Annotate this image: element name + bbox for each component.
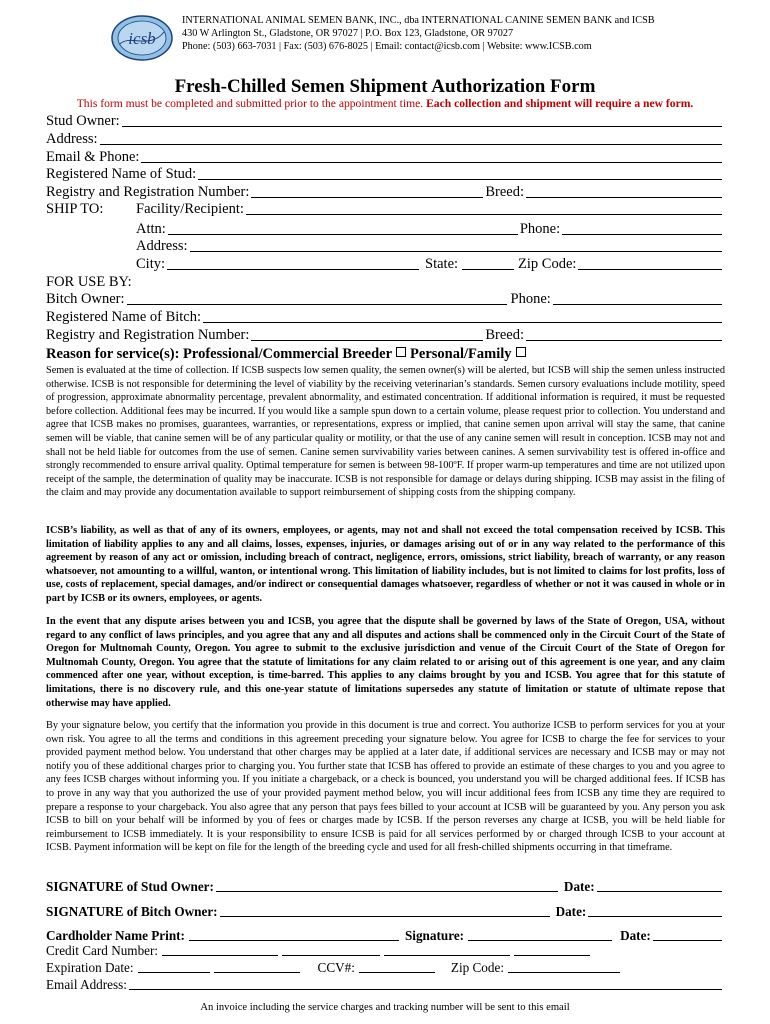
card-number-field-3[interactable]	[384, 955, 510, 956]
stud-date-label: Date:	[563, 879, 595, 894]
expiration-label: Expiration Date:	[46, 960, 134, 975]
stud-signature-label: SIGNATURE of Stud Owner:	[46, 879, 214, 894]
breed2-label: Breed:	[485, 327, 525, 343]
facility-label: Facility/Recipient:	[136, 201, 244, 217]
payment-zip-field[interactable]	[508, 972, 620, 973]
stud-signature-field[interactable]	[216, 891, 558, 892]
reg-name-bitch-label: Registered Name of Bitch:	[46, 309, 202, 325]
attn-field[interactable]	[168, 234, 518, 235]
bitch-phone-field[interactable]	[553, 304, 722, 305]
bitch-phone-label: Phone:	[510, 291, 551, 307]
registry-row	[46, 183, 724, 201]
company-name: INTERNATIONAL ANIMAL SEMEN BANK, INC., dba INTERNATIONAL CANINE SEMEN BANK and ICSB	[182, 15, 655, 26]
company-contact: Phone: (503) 663-7031 | Fax: (503) 676-8025 | Email: contact@icsb.com | Website: www.ICSB.com	[182, 41, 592, 52]
bitch-date-label: Date:	[555, 904, 587, 919]
attn-row	[136, 220, 724, 238]
card-number-label: Credit Card Number:	[46, 943, 159, 958]
expiration-month-field[interactable]	[138, 972, 210, 973]
reg-name-stud-row	[46, 165, 724, 183]
registry-label: Registry and Registration Number:	[46, 184, 250, 200]
email-phone-field[interactable]	[141, 162, 722, 163]
notice-text: This form must be completed and submitted prior to the appointment time.	[76, 97, 427, 110]
ccv-label: CCV#:	[317, 960, 355, 975]
service-reason	[46, 346, 530, 363]
stud-signature-row	[46, 877, 724, 895]
jurisdiction-paragraph: In the event that any dispute arises between you and ICSB, you agree that the dispute shall be governed by laws of the State of Oregon, USA, without regard to any conflict of laws principles, and you agree that any and all disputes and actions shall be commenced only in the Circuit Court of the State of Oregon for Multnomah County, Oregon. You agree to submit to the exclusive jurisdiction and venue of the Circuit Court of the State of Oregon for Multnomah County, Oregon. You agree that the statute of limitations for any claim related to or arising out of this agreement is one year, and any claim commenced after one year, without exception, is time-barred. This applies to any claims brought by you and ICSB. You agree that for this statute of limitations, there is no discovery rule, and this one-year statute of limitations supersedes any statute of limitation or statute of ultimate repose that otherwise may have applied.	[46, 616, 725, 709]
email-phone-label: Email & Phone:	[46, 149, 140, 165]
company-header	[182, 14, 655, 53]
company-address: 430 W Arlington St., Gladstone, OR 97027 | P.O. Box 123, Gladstone, OR 97027	[182, 28, 514, 39]
phone-field[interactable]	[562, 234, 722, 235]
for-use-by-label: FOR USE BY:	[46, 274, 132, 290]
card-date-label: Date:	[620, 928, 651, 943]
personal-label: Personal/Family	[410, 346, 512, 362]
service-label: Reason for service(s): Professional/Commercial Breeder	[46, 346, 393, 362]
cardholder-field[interactable]	[189, 940, 399, 941]
bitch-signature-field[interactable]	[220, 916, 550, 917]
attn-label: Attn:	[136, 221, 166, 237]
facility-field[interactable]	[246, 214, 722, 215]
payment-zip-label: Zip Code:	[450, 960, 505, 975]
breed-field[interactable]	[526, 197, 722, 198]
email-row	[46, 976, 724, 993]
for-use-by-row	[46, 273, 724, 291]
icsb-logo	[110, 14, 174, 62]
bitch-owner-field[interactable]	[127, 304, 507, 305]
registry2-row	[46, 326, 724, 344]
address-row	[46, 130, 724, 148]
invoice-note: An invoice including the service charges and tracking number will be sent to this email	[200, 1002, 570, 1013]
expiration-row	[46, 959, 724, 976]
registry2-label: Registry and Registration Number:	[46, 327, 250, 343]
reg-name-stud-label: Registered Name of Stud:	[46, 166, 197, 182]
ship-to-label: SHIP TO:	[46, 201, 104, 217]
stud-owner-row	[46, 112, 724, 130]
card-number-field-4[interactable]	[514, 955, 590, 956]
ccv-field[interactable]	[359, 972, 435, 973]
bitch-owner-label: Bitch Owner:	[46, 291, 125, 307]
evaluation-paragraph: Semen is evaluated at the time of collection. If ICSB suspects low semen quality, the semen owner(s) will be alerted, but ICSB will ship the semen unless instructed otherwise. ICSB is not responsible for determining the level of viability by the receiving veterinarian’s standards. Semen cursory evaluations include motility, speed of progression, approximate abnormality percentage, prevalent abnormality, and estimated concentration. If additional information is required, it must be requested before collection. Additional fees may be incurred. If you would like a sample spun down to a certain volume, please request prior to collection. You understand and agree that ICSB makes no promises, guarantees, warranties, or representations, express or implied, that canine semen upon arrival will stay the same, that canine semen will be viable, that canine semen will be of any particular quality or motility, or that the use of any canine semen will result in conception. ICSB may not and shall not be held liable for outcomes from the use of semen. Canine semen survivability varies between canines. A semen survivability test is offered in-office and strongly recommended to ensure arrival quality. Optimal temperature for semen is between 98-100ºF. If proper warm-up temperatures and time are not utilized upon receipt of the sample, the determination of quality may be inaccurate. ICSB is not responsible for damage or delays during shipping. ICSB may assist in the filing of the claim and may provide any documentation available to support reimbursement of shipping costs from the shipping company.	[46, 365, 725, 499]
email-field[interactable]	[129, 989, 722, 990]
bitch-signature-label: SIGNATURE of Bitch Owner:	[46, 904, 218, 919]
card-date-field[interactable]	[653, 940, 722, 941]
reg-name-bitch-field[interactable]	[203, 322, 722, 323]
breed-label: Breed:	[485, 184, 525, 200]
cardholder-label: Cardholder Name Print:	[46, 928, 185, 943]
email-label: Email Address:	[46, 977, 127, 992]
state-label: State:	[425, 256, 459, 272]
bitch-signature-row	[46, 902, 724, 920]
personal-checkbox[interactable]	[516, 347, 526, 357]
notice-bold-text: Each collection and shipment will require a new form.	[426, 97, 694, 110]
authorization-paragraph: By your signature below, you certify that the information you provide in this document is true and correct. You authorize ICSB to perform services for you at your own risk. You agree to all the terms and conditions in this agreement preceding your signature below. You agree for ICSB to charge the fee for services to your provided payment method below. You understand that other charges may be applied at a later date, if additional services are necessary and ICSB may or may not notify you of these additional charges prior to charging you. You further state that ICSB has offered to provide an estimate of these charges to you and you agree to any fees ICSB charges without informing you. If you initiate a chargeback, or a check is bounced, you understand you will be charged additional fees. If ICSB has to prove in any way that you authorized the use of your provided payment method below, you will incur additional fees from ICSB any time they are required to prepare a response to your chargeback. You also agree that any person that pays fees billed to your account at ICSB will be guaranteed by you. Any person you ask ICSB to bill on your behalf will be informed by you of fees or charges made by ICSB. If the person reverses any charge at ICSB, you will be held liable for reimbursement to ICSB immediately. It is your responsibility to ensure ICSB is paid for all services performed by or charged through ICSB to your account at ICSB. Payment information will be kept on file for the length of the breeding cycle and used for all fresh-chilled shipments occurring in that timeframe.	[46, 720, 725, 854]
registry2-field[interactable]	[251, 340, 483, 341]
bitch-owner-row	[46, 290, 724, 308]
breed2-field[interactable]	[526, 340, 722, 341]
zip-field[interactable]	[578, 269, 722, 270]
address-label: Address:	[46, 131, 98, 147]
card-number-field-1[interactable]	[162, 955, 278, 956]
ship-to-row	[46, 200, 724, 218]
ship-address-field[interactable]	[190, 251, 722, 252]
city-label: City:	[136, 256, 166, 272]
state-field[interactable]	[462, 269, 514, 270]
bitch-date-field[interactable]	[588, 916, 722, 917]
card-number-row	[46, 942, 724, 959]
signature-label: Signature:	[404, 928, 465, 943]
reg-name-bitch-row	[46, 308, 724, 326]
liability-paragraph: ICSB’s liability, as well as that of any of its owners, employees, or agents, may not and shall not exceed the total compensation received by ICSB. This limitation of liability applies to any and all claims, losses, expenses, injuries, or damages arising out of or in any way related to the performance of this agreement by reason of any act or omission, including breach of contract, negligence, errors, omissions, strict liability, breach of warranty, or any reason whatsoever, not amounting to a willful, wanton, or intentional wrong. This limitation of liability includes, but is not limited to claims for lost profits, loss of use, costs of replacement, special damages, and/or indirect or consequential damages whatsoever, regardless of whether or not it was caused in whole or in part by ICSB or its owners, employees, or agents.	[46, 525, 725, 604]
signature-field[interactable]	[468, 940, 612, 941]
ship-address-label: Address:	[136, 238, 188, 254]
logo-text: icsb	[128, 29, 156, 48]
form-notice	[0, 97, 770, 110]
stud-owner-field[interactable]	[122, 126, 722, 127]
registry-field[interactable]	[251, 197, 483, 198]
reg-name-stud-field[interactable]	[198, 179, 722, 180]
professional-checkbox[interactable]	[396, 347, 406, 357]
stud-date-field[interactable]	[597, 891, 722, 892]
phone-label: Phone:	[519, 221, 561, 237]
ship-address-row	[136, 237, 724, 255]
address-field[interactable]	[100, 144, 722, 145]
email-phone-row	[46, 148, 724, 166]
form-title: Fresh-Chilled Semen Shipment Authorization Form	[174, 76, 596, 97]
city-field[interactable]	[167, 269, 419, 270]
zip-label: Zip Code:	[518, 256, 577, 272]
stud-owner-label: Stud Owner:	[46, 113, 120, 129]
expiration-year-field[interactable]	[214, 972, 300, 973]
card-number-field-2[interactable]	[282, 955, 380, 956]
city-row	[136, 255, 724, 273]
